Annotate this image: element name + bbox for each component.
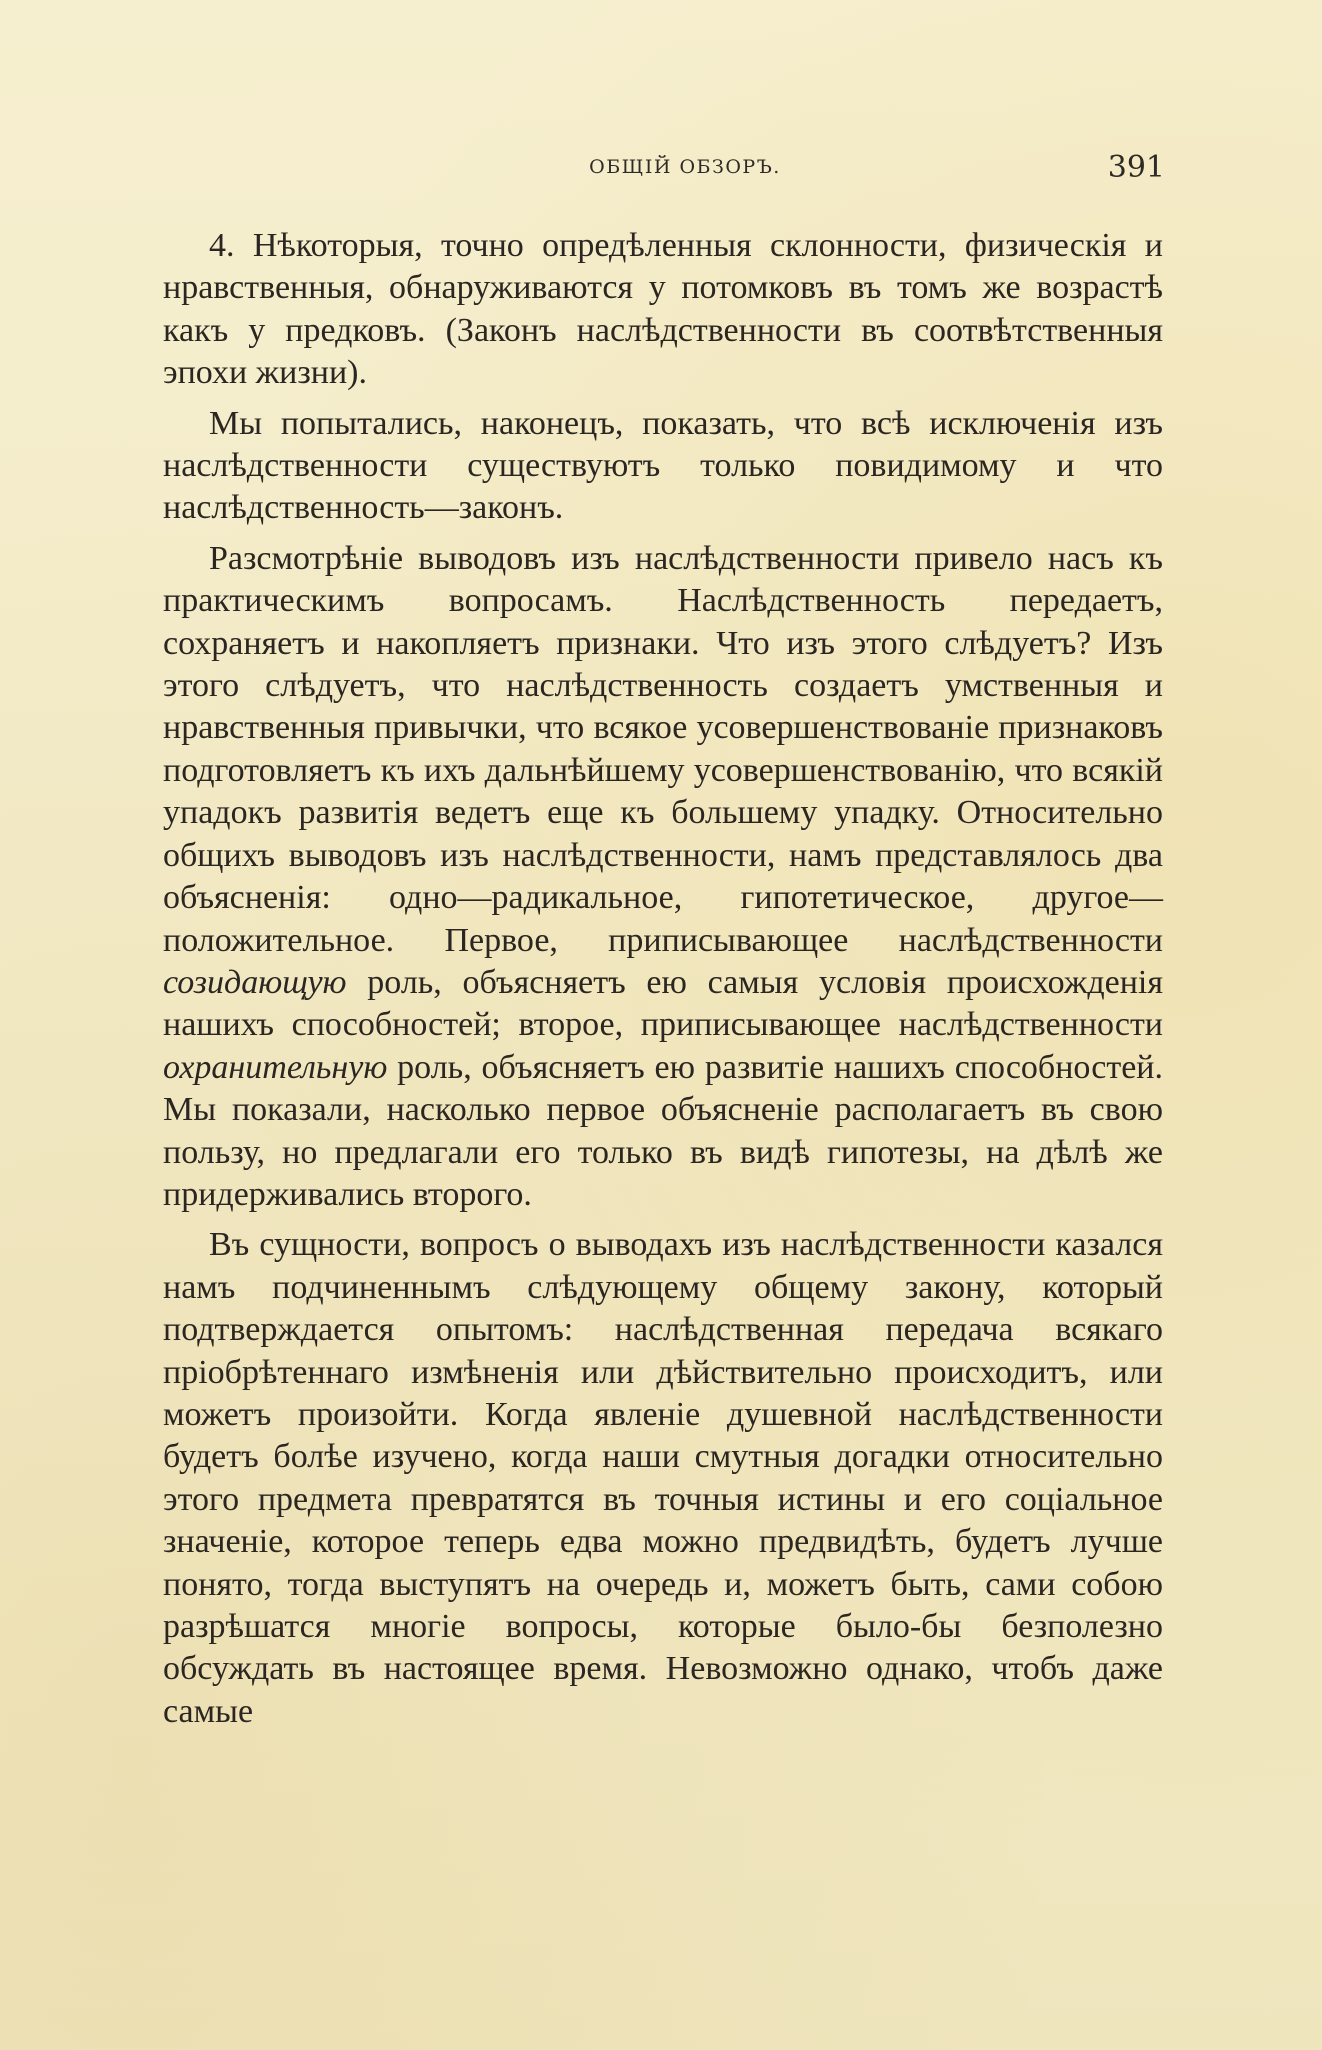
emphasis-creative: созидающую <box>163 963 347 1001</box>
paragraph-1: 4. Нѣкоторыя, точно опредѣленныя склонности, физическія и нравственныя, обнаруживаются у потомковъ въ томъ же возрастѣ какъ у предковъ. (Законъ наслѣдственности въ соотвѣтственныя эпохи жизни). <box>163 227 1163 392</box>
running-head <box>205 150 1165 190</box>
emphasis-protective: охранительную <box>163 1048 388 1086</box>
paragraph-3 <box>163 538 1163 1217</box>
paragraph-4: Въ сущности, вопросъ о выводахъ изъ наслѣдственности казался намъ подчиненнымъ слѣдующему общему закону, который подтверждается опытомъ: наслѣдственная передача всякаго пріобрѣтеннаго измѣненія или дѣйствительно происходитъ, или можетъ произойти. Когда явленіе душевной наслѣдственности будетъ болѣе изучено, когда наши смутныя догадки относительно этого предмета превратятся въ точныя истины и его соціальное значеніе, которое теперь едва можно предвидѣть, будетъ лучше понято, тогда выступятъ на очередь и, можетъ быть, сами собою разрѣшатся многіе вопросы, которые было-бы безполезно обсуждать въ настоящее время. Невозможно однако, чтобъ даже самые <box>163 1226 1163 1730</box>
paragraph-3-part-1: Разсмотрѣніе выводовъ изъ наслѣдственности привело насъ къ практическимъ вопросамъ. Наслѣдственность передаетъ, сохраняетъ и накопляетъ признаки. Что изъ этого слѣдуетъ? Изъ этого слѣдуетъ, что наслѣдственность создаетъ умственныя и нравственныя привычки, что всякое усовершенствованіе признаковъ подготовляетъ къ ихъ дальнѣйшему усовершенствованію, что всякій упадокъ развитія ведетъ еще къ большему упадку. Относительно общихъ выводовъ изъ наслѣдственности, намъ представлялось два объясненія: одно—радикальное, гипотетическое, другое—положительное. Первое, приписывающее наслѣдственности <box>163 539 1163 959</box>
body-text <box>163 225 1163 1741</box>
paragraph-3-part-3: роль, объясняетъ ею развитіе нашихъ способностей. Мы показали, насколько первое объясненіе располагаетъ въ свою пользу, но предлагали его только въ видѣ гипотезы, на дѣлѣ же придерживались второго. <box>163 1048 1163 1213</box>
page-number: 391 <box>1107 150 1165 185</box>
paragraph-2: Мы попытались, наконецъ, показать, что всѣ исключенія изъ наслѣдственности существуютъ только повидимому и что наслѣдственность—законъ. <box>163 404 1163 527</box>
paragraph-3-part-2: роль, объясняетъ ею самыя условія происхожденія нашихъ способностей; второе, приписывающее наслѣдственности <box>163 963 1163 1044</box>
running-head-title: ОБЩІЙ ОБЗОРЪ. <box>589 156 781 178</box>
